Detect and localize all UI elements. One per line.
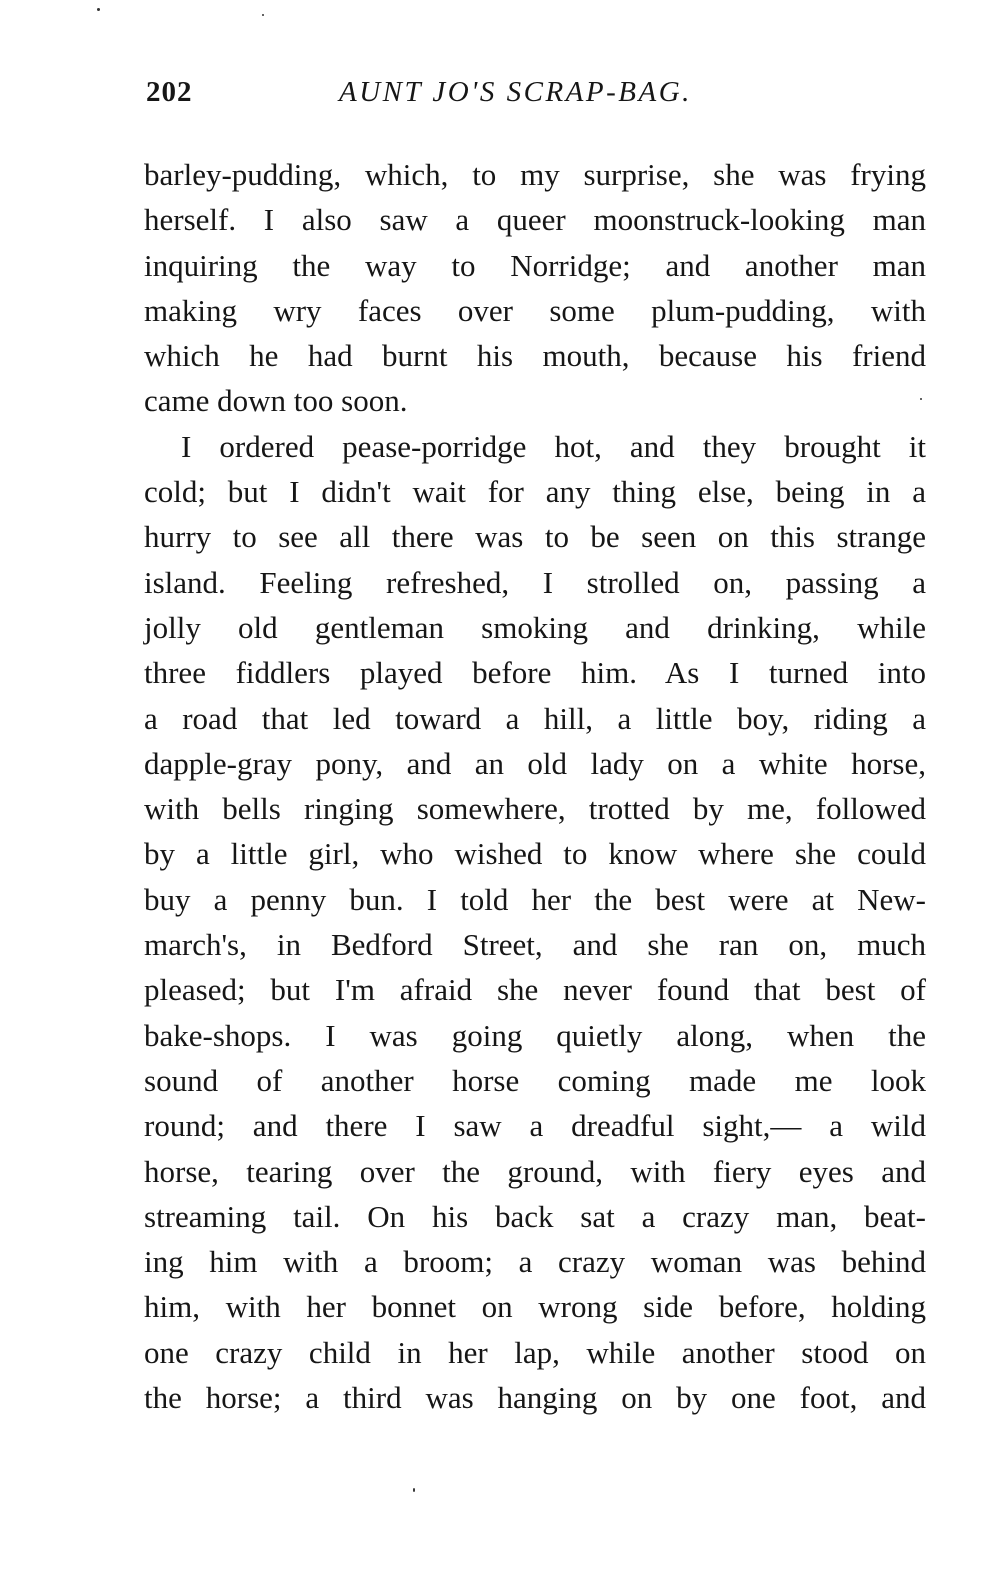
text-line: came down too soon. — [144, 383, 408, 419]
paragraph — [144, 424, 926, 1421]
paragraph — [144, 152, 926, 424]
text-line: making wry faces over some plum-pudding, with — [144, 292, 926, 328]
paper-speck — [413, 1488, 415, 1492]
text-line: by a little girl, who wished to know where she could — [144, 836, 926, 872]
text-line: buy a penny bun. I told her the best were at New- — [144, 881, 926, 917]
text-line: jolly old gentleman smoking and drinking, while — [144, 609, 926, 645]
text-line: herself. I also saw a queer moonstruck-looking man — [144, 202, 926, 238]
body-text — [144, 152, 926, 1420]
paper-speck — [920, 398, 922, 400]
text-line: island. Feeling refreshed, I strolled on, passing a — [144, 564, 926, 600]
text-line: hurry to see all there was to be seen on this strange — [144, 519, 926, 555]
text-line: streaming tail. On his back sat a crazy man, beat- — [144, 1198, 926, 1234]
text-line: barley-pudding, which, to my surprise, she was frying — [144, 157, 926, 192]
text-line: him, with her bonnet on wrong side before, holding — [144, 1289, 926, 1325]
text-line: sound of another horse coming made me look — [144, 1062, 926, 1098]
text-line: cold; but I didn't wait for any thing else, being in a — [144, 474, 926, 510]
text-line: inquiring the way to Norridge; and another man — [144, 247, 926, 283]
text-line: pleased; but I'm afraid she never found that best of — [144, 972, 926, 1008]
text-line: the horse; a third was hanging on by one foot, and — [144, 1380, 926, 1416]
paper-speck — [262, 14, 264, 16]
text-line: ing him with a broom; a crazy woman was behind — [144, 1244, 926, 1280]
text-line: a road that led toward a hill, a little boy, riding a — [144, 700, 926, 736]
text-line: bake-shops. I was going quietly along, when the — [144, 1017, 926, 1053]
text-line: round; and there I saw a dreadful sight,— a wild — [144, 1108, 926, 1144]
text-line: three fiddlers played before him. As I turned into — [144, 655, 926, 691]
text-line: march's, in Bedford Street, and she ran on, much — [144, 927, 926, 963]
text-line: with bells ringing somewhere, trotted by me, followed — [144, 791, 926, 827]
paper-speck — [97, 8, 100, 11]
page-number: 202 — [146, 76, 193, 108]
running-title: AUNT JO'S SCRAP-BAG. — [339, 76, 692, 108]
text-line: dapple-gray pony, and an old lady on a white horse, — [144, 745, 926, 781]
text-line: one crazy child in her lap, while another stood on — [144, 1334, 926, 1370]
text-line: horse, tearing over the ground, with fiery eyes and — [144, 1153, 926, 1189]
text-line: I ordered pease-porridge hot, and they brought it — [181, 428, 926, 464]
running-head — [146, 76, 846, 116]
text-line: which he had burnt his mouth, because his friend — [144, 338, 926, 374]
